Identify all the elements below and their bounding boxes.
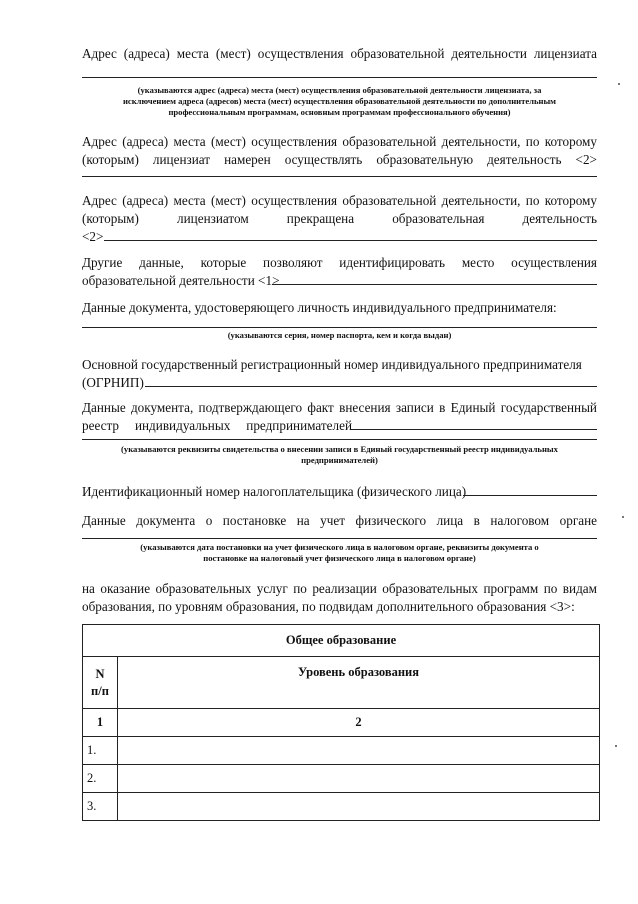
- terminated-address-label-line3: <2>: [82, 229, 104, 244]
- col-number-header-line1: N: [95, 666, 105, 681]
- col-level-header: Уровень образования: [118, 657, 600, 709]
- scan-speck: [615, 745, 617, 747]
- terminated-address-label-line2: (которым) лицензиатом прекращена образовательная деятельность: [82, 211, 597, 226]
- id-document-label: Данные документа, удостоверяющего личность индивидуального предпринимателя:: [82, 300, 557, 315]
- inn-line: [463, 495, 597, 496]
- inn-label: Идентификационный номер налогоплательщика (физического лица): [82, 484, 467, 499]
- table-title-row: [83, 625, 600, 657]
- planned-address-label-line1: Адрес (адреса) места (мест) осуществления образовательной деятельности, по которому: [82, 134, 597, 149]
- col-level-index: 2: [118, 709, 600, 737]
- other-data-label-line2: образовательной деятельности <1>: [82, 273, 280, 288]
- services-label-line1: на оказание образовательных услуг по реализации образовательных программ по видам: [82, 581, 597, 596]
- col-number-header-line2: п/п: [91, 683, 109, 698]
- licensee-address-label: Адрес (адреса) места (мест) осуществления образовательной деятельности лицензиата: [82, 46, 597, 61]
- note-line: постановке на налоговый учет физического лица в налоговом органе): [203, 553, 476, 563]
- education-levels-table: [82, 624, 600, 821]
- row-number: 3.: [83, 793, 118, 821]
- note-line: (указываются адрес (адреса) места (мест) осуществления образовательной деятельности лицензиата, за: [137, 85, 542, 95]
- note-line: исключением адреса (адресов) места (мест) осуществления образовательной деятельности по дополнительным: [122, 96, 557, 106]
- table-row: [83, 737, 600, 765]
- row-level-cell[interactable]: [118, 737, 600, 765]
- id-document-note: (указываются серия, номер паспорта, кем и когда выдан): [227, 330, 452, 340]
- scan-speck: [618, 83, 620, 85]
- tax-registration-label: Данные документа о постановке на учет физического лица в налоговом органе: [82, 513, 597, 528]
- table-header-row: [83, 657, 600, 709]
- row-level-cell[interactable]: [118, 765, 600, 793]
- table-index-row: [83, 709, 600, 737]
- egrip-line-2: [82, 439, 597, 440]
- row-number: 2.: [83, 765, 118, 793]
- table-row: [83, 793, 600, 821]
- table-row: [83, 765, 600, 793]
- ogrnip-label-line1: Основной государственный регистрационный номер индивидуального предпринимателя: [82, 357, 582, 372]
- other-data-line: [272, 284, 597, 285]
- note-line: предпринимателей): [301, 455, 378, 465]
- note-line: профессиональным программам, основным программам профессионального обучения): [168, 107, 511, 117]
- egrip-note: [82, 444, 597, 466]
- terminated-address-label-line1: Адрес (адреса) места (мест) осуществления образовательной деятельности, по которому: [82, 193, 597, 208]
- planned-address-line: [82, 176, 597, 177]
- licensee-address-note: [82, 85, 597, 118]
- table-title: Общее образование: [83, 625, 600, 657]
- ogrnip-label-line2: (ОГРНИП): [82, 375, 144, 390]
- egrip-line-1: [350, 429, 597, 430]
- terminated-address-line: [104, 240, 597, 241]
- note-line: (указываются реквизиты свидетельства о внесении записи в Единый государственный реестр индивидуальных: [121, 444, 558, 454]
- tax-registration-note: [82, 542, 597, 564]
- scan-speck: [622, 516, 624, 518]
- egrip-label-line2: реестр индивидуальных предпринимателей: [82, 418, 352, 433]
- ogrnip-line: [145, 386, 597, 387]
- egrip-label-line1: Данные документа, подтверждающего факт внесения записи в Единый государственный: [82, 400, 597, 415]
- row-number: 1.: [83, 737, 118, 765]
- other-data-label-line1: Другие данные, которые позволяют идентифицировать место осуществления: [82, 255, 597, 270]
- tax-registration-line: [82, 538, 597, 539]
- id-document-line: [82, 327, 597, 328]
- planned-address-label-line2: (которым) лицензиат намерен осуществлять образовательную деятельность <2>: [82, 152, 597, 167]
- col-number-header: [83, 657, 118, 709]
- licensee-address-line: [82, 77, 597, 78]
- services-label-line2: образования, по уровням образования, по подвидам дополнительного образования <3>:: [82, 599, 575, 614]
- col-number-index: 1: [83, 709, 118, 737]
- note-line: (указываются дата постановки на учет физического лица в налоговом органе, реквизиты документа о: [140, 542, 539, 552]
- row-level-cell[interactable]: [118, 793, 600, 821]
